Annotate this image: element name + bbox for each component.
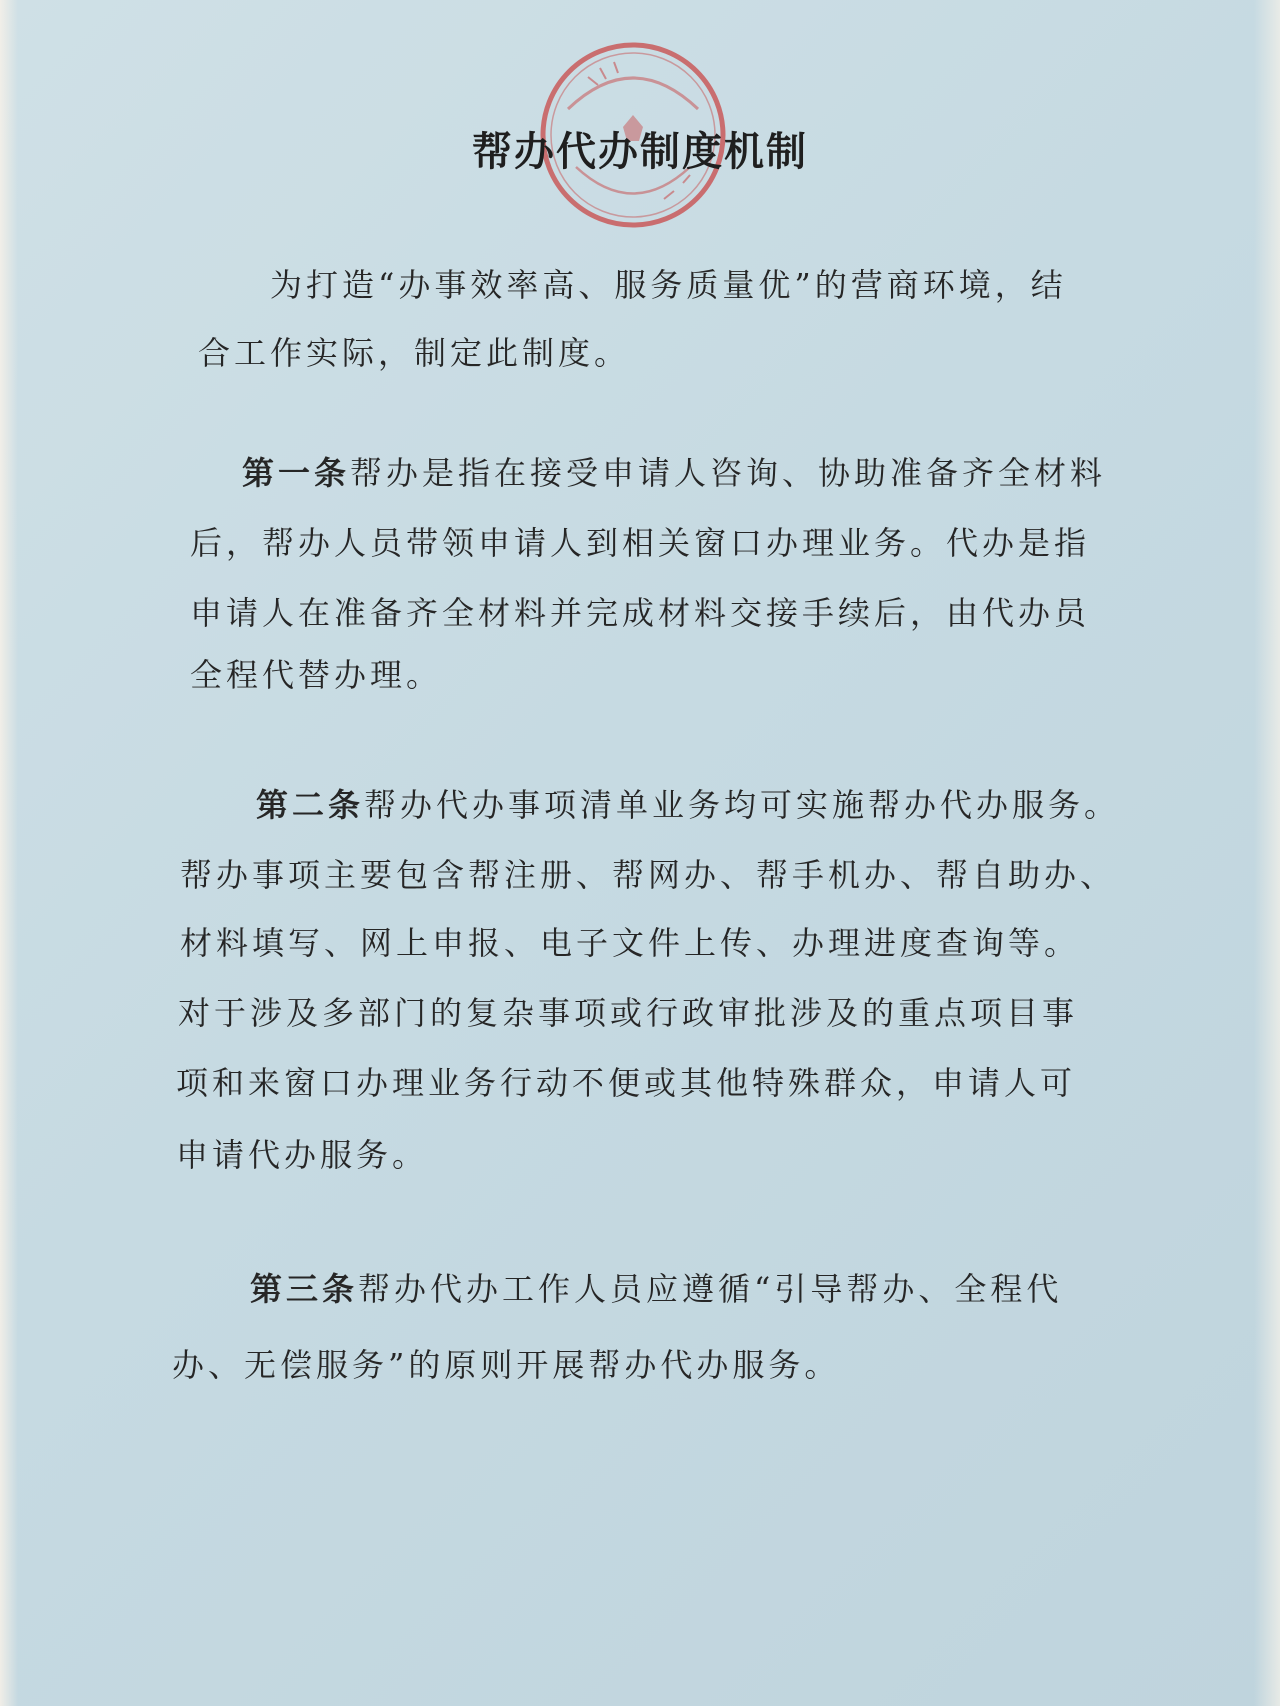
intro-line-2: 合工作实际，制定此制度。 bbox=[198, 334, 631, 372]
article-2-title: 第二条 bbox=[256, 786, 365, 824]
article-1-title: 第一条 bbox=[242, 454, 351, 492]
article-1-line-1-rest: 帮办是指在接受申请人咨询、协助准备齐全材料 bbox=[350, 454, 1107, 492]
article-2-line-1-rest: 帮办代办事项清单业务均可实施帮办代办服务。 bbox=[364, 786, 1121, 824]
article-2-line-3: 材料填写、网上申报、电子文件上传、办理进度查询等。 bbox=[180, 924, 1081, 962]
article-1-first-line bbox=[242, 448, 1106, 494]
article-1-line-2: 后，帮办人员带领申请人到相关窗口办理业务。代办是指 bbox=[190, 524, 1091, 562]
article-3-line-1-rest: 帮办代办工作人员应遵循“引导帮办、全程代 bbox=[358, 1270, 1063, 1308]
article-2-line-5: 项和来窗口办理业务行动不便或其他特殊群众，申请人可 bbox=[176, 1064, 1077, 1102]
article-2-line-4: 对于涉及多部门的复杂事项或行政审批涉及的重点项目事 bbox=[178, 994, 1079, 1032]
page-right-edge bbox=[1254, 0, 1280, 1706]
article-2-line-2: 帮办事项主要包含帮注册、帮网办、帮手机办、帮自助办、 bbox=[180, 856, 1117, 894]
article-1-line-3: 申请人在准备齐全材料并完成材料交接手续后，由代办员 bbox=[190, 594, 1091, 632]
article-3-title: 第三条 bbox=[250, 1270, 359, 1308]
article-3-first-line bbox=[250, 1264, 1062, 1310]
article-2-first-line bbox=[256, 780, 1120, 826]
article-3-line-2: 办、无偿服务”的原则开展帮办代办服务。 bbox=[172, 1346, 841, 1384]
intro-line-1: 为打造“办事效率高、服务质量优”的营商环境，结 bbox=[270, 266, 1067, 304]
page-left-shadow bbox=[0, 0, 18, 1706]
document-title: 帮办代办制度机制 bbox=[472, 128, 808, 175]
article-2-line-6: 申请代办服务。 bbox=[176, 1136, 429, 1174]
article-1-line-4: 全程代替办理。 bbox=[190, 656, 443, 694]
